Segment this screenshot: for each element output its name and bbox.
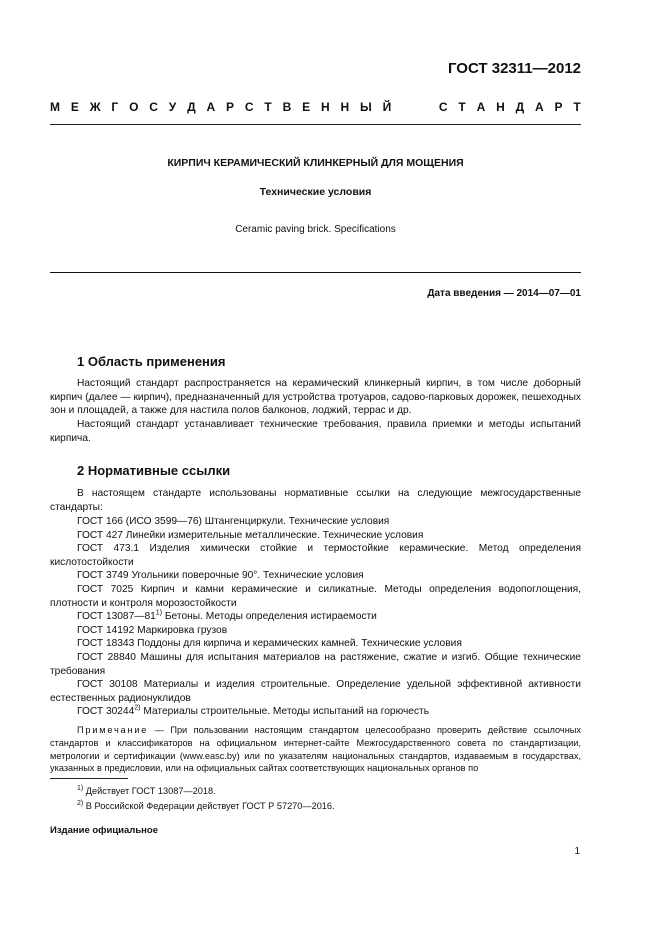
banner-letter: Р	[554, 100, 563, 114]
reference-code: ГОСТ 427	[77, 529, 123, 541]
reference-title: Штангенциркули. Технические условия	[204, 516, 390, 527]
banner-letter: Н	[496, 100, 505, 114]
banner-letter: Е	[70, 100, 79, 114]
footnote-separator	[50, 778, 128, 779]
banner-letter: Ы	[359, 100, 372, 114]
reference-title: Линейки измерительные металлические. Технические условия	[125, 529, 424, 541]
reference-item	[50, 637, 581, 651]
title-rule	[50, 272, 581, 273]
reference-title: Угольники поверочные 90°. Технические условия	[131, 570, 364, 582]
banner-letter: Т	[458, 100, 466, 114]
banner-letter: О	[129, 100, 139, 114]
banner-word-gap	[402, 100, 428, 114]
reference-item	[50, 705, 581, 719]
section-1-paragraph-2: Настоящий стандарт устанавливает технические требования, правила приемки и методы испытаний кирпича.	[50, 419, 581, 444]
banner-letter: Д	[515, 100, 525, 114]
banner-letter: Й	[382, 100, 392, 114]
reference-item	[50, 542, 581, 569]
document-subtitle: Технические условия	[259, 186, 372, 198]
footnote	[77, 786, 216, 796]
reference-title: Материалы строительные. Методы испытаний на горючесть	[143, 706, 430, 718]
reference-title: Маркировка грузов	[137, 624, 228, 636]
reference-code: ГОСТ 30108	[77, 679, 138, 691]
reference-item	[50, 529, 581, 543]
reference-code: ГОСТ 28840	[77, 652, 136, 663]
document-title: КИРПИЧ КЕРАМИЧЕСКИЙ КЛИНКЕРНЫЙ ДЛЯ МОЩЕНИЯ	[167, 157, 464, 169]
banner-letter: Т	[264, 100, 272, 114]
banner-letter: С	[438, 100, 448, 114]
footnote-mark: 1)	[77, 784, 84, 792]
reference-item	[50, 610, 581, 624]
standard-type-banner	[50, 100, 581, 114]
reference-code: ГОСТ 166 (ИСО 3599—76)	[77, 516, 202, 527]
reference-title: Поддоны для кирпича и керамических камней. Технические условия	[137, 638, 462, 650]
reference-item	[50, 583, 581, 610]
banner-letter: Д	[187, 100, 196, 114]
reference-code: ГОСТ 18343	[77, 638, 135, 650]
introduction-date: Дата введения — 2014—07—01	[427, 288, 581, 299]
banner-letter: А	[476, 100, 486, 114]
footnote-text: Действует ГОСТ 13087—2018.	[85, 786, 216, 796]
reference-code: ГОСТ 473.1	[77, 543, 140, 555]
section-2-note	[50, 724, 581, 775]
footnote-marker: 2)	[134, 705, 141, 712]
reference-item	[50, 569, 581, 583]
reference-code: ГОСТ 30244	[77, 706, 135, 718]
banner-letter: Н	[340, 100, 350, 114]
banner-letter: Т	[573, 100, 581, 114]
reference-code: ГОСТ 14192	[77, 624, 135, 636]
document-number: ГОСТ 32311—2012	[447, 60, 581, 77]
banner-letter: Ж	[89, 100, 101, 114]
reference-code: ГОСТ 13087—81	[77, 611, 156, 623]
section-2-intro: В настоящем стандарте использованы нормативные ссылки на следующие межгосударственные стандарты:	[50, 488, 581, 513]
footnote-text: В Российской Федерации действует ГОСТ Р 57270—2016.	[85, 801, 335, 811]
section-2-heading: 2 Нормативные ссылки	[77, 463, 231, 478]
reference-title: Материалы и изделия строительные. Определение удельной эффективной активности естественных радионуклидов	[50, 679, 581, 704]
page-number: 1	[574, 846, 580, 857]
banner-letter: С	[244, 100, 254, 114]
banner-letter: А	[535, 100, 544, 114]
banner-letter: М	[50, 100, 60, 114]
reference-title: Бетоны. Методы определения истираемости	[164, 611, 377, 623]
reference-title: Изделия химически стойкие и термостойкие керамические. Метод определения кислотостойкости	[50, 543, 581, 568]
reference-title: Кирпич и камни керамические и силикатные. Методы определения водопоглощения, плотности и контроля морозостойкости	[50, 584, 581, 609]
official-edition-label: Издание официальное	[50, 825, 158, 836]
reference-code: ГОСТ 3749	[77, 570, 129, 582]
section-1-heading: 1 Область применения	[77, 354, 226, 369]
footnote	[77, 801, 335, 811]
reference-code: ГОСТ 7025	[77, 584, 134, 595]
reference-item	[50, 651, 581, 678]
note-label: Примечание	[77, 725, 149, 735]
banner-letter: В	[282, 100, 292, 114]
footnote-marker: 1)	[155, 609, 163, 617]
note-text: — При пользовании настоящим стандартом целесообразно проверить действие ссылочных стандартов и классификаторов на официальном интернет-сайте Межгосударственного совета по стандартизации, метрологии и сертификации (www.easc.by) или по указателям национальных стандартов, издаваемым в государствах, указанных в предисловии, или на официальных сайтах соответствующих национальных органов по	[50, 725, 581, 774]
footnote-mark: 2)	[77, 799, 84, 807]
banner-letter: Р	[226, 100, 235, 114]
section-1-paragraph-1: Настоящий стандарт распространяется на керамический клинкерный кирпич, в том числе доборный кирпич (далее — кирпич), предназначенный для устройства тротуаров, садово-парковых дорожек, пешеходных зон и площадей, а также для настила полов балконов, лоджий, террас и др.	[50, 378, 581, 417]
reference-title: Машины для испытания материалов на растяжение, сжатие и изгиб. Общие технические требования	[50, 652, 581, 677]
banner-letter: Г	[111, 100, 119, 114]
reference-item	[50, 624, 581, 638]
banner-letter: Н	[320, 100, 330, 114]
banner-rule	[50, 124, 581, 125]
english-title: Ceramic paving brick. Specifications	[235, 224, 396, 235]
banner-letter: У	[168, 100, 177, 114]
reference-item	[50, 678, 581, 705]
banner-letter: А	[206, 100, 216, 114]
reference-item	[50, 515, 581, 529]
banner-letter: Е	[302, 100, 311, 114]
banner-letter: С	[149, 100, 158, 114]
